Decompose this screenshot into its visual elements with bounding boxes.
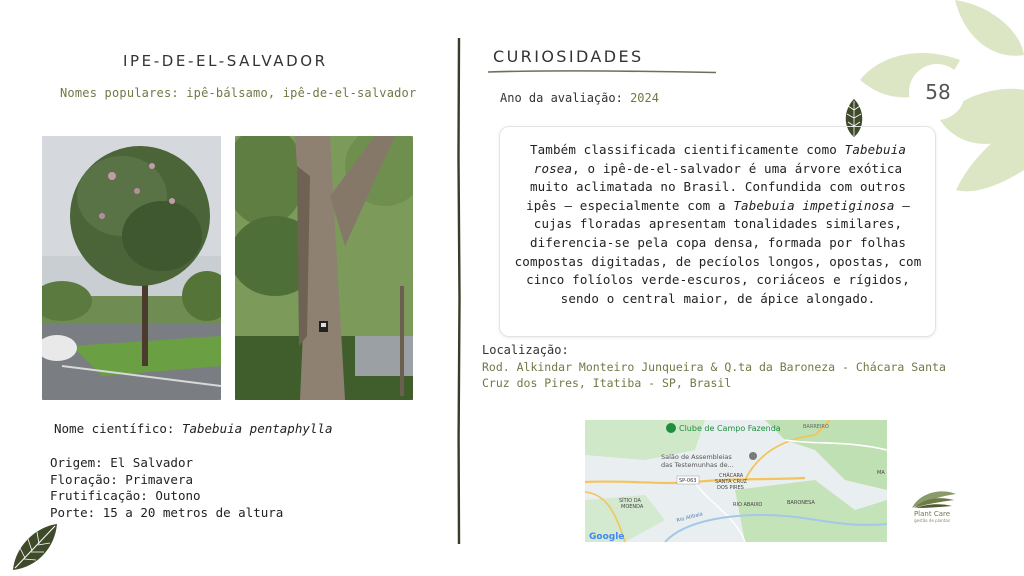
google-logo: Google (589, 532, 625, 542)
column-divider (457, 38, 461, 544)
tree-photo-2 (235, 136, 413, 400)
fact-flowering (50, 472, 283, 489)
map-label: Clube de Campo Fazenda (679, 424, 781, 433)
fact-label: Porte: (50, 504, 96, 520)
title-underline (488, 68, 716, 76)
brand-name: Plant Care (913, 510, 951, 518)
page-number: 58 (925, 80, 951, 104)
tree-photo-1 (42, 136, 221, 400)
facts-list (50, 455, 283, 521)
plant-care-logo (902, 486, 966, 531)
fact-value: Primavera (125, 471, 193, 487)
map-label: SANTA CRUZ (715, 479, 748, 485)
curiosity-italic: Tabebuia rosea (533, 142, 907, 176)
location-label: Localização: (482, 343, 569, 357)
curiosity-part: Também classificada cientificamente como (529, 142, 837, 157)
map-label: SÍTIO DA (619, 498, 641, 504)
curiosity-part: – cujas floradas apresentam tonalidades similares, diferencia-se pela copa densa, formada por folhas compostas digitadas, de pecíolos longos, opostas, com cinco folíolos verde-escuros, coriáceos e rígidos, sendo o central maior, de ápice alongado. (514, 197, 922, 306)
fact-fruiting (50, 488, 283, 505)
curiosity-part: , o ipê-de-el-salvador é uma árvore exótica muito aclimatada no Brasil. Confundida com outros ipês – especialmente com a (526, 160, 907, 213)
scientific-name (54, 421, 332, 436)
map-label: SP-063 (679, 478, 697, 484)
location-map[interactable] (585, 420, 887, 542)
popular-names (60, 86, 416, 100)
map-label: MOENDA (621, 504, 644, 510)
fact-value: 15 a 20 metros de altura (102, 504, 284, 520)
map-label: Salão de Assembleias (661, 453, 732, 461)
section-title: CURIOSIDADES (493, 47, 644, 66)
brand-tagline: gestão de plantas (914, 518, 950, 523)
species-title: IPE-DE-EL-SALVADOR (123, 52, 328, 70)
map-label: Rio Atibaia (675, 511, 704, 524)
map-label: das Testemunhas de... (661, 461, 734, 469)
fact-value: Outono (155, 488, 201, 503)
popular-names-label: Nomes populares: (60, 86, 179, 100)
map-label: MA (877, 470, 885, 476)
fact-value: El Salvador (110, 455, 194, 470)
fact-label: Origem: (50, 455, 103, 470)
map-label: BARONESA (787, 500, 815, 506)
popular-names-value: ipê-bálsamo, ipê-de-el-salvador (186, 86, 417, 100)
map-label: BARREIRO (803, 424, 829, 430)
evaluation-year (500, 91, 659, 105)
curiosity-italic: Tabebuia impetiginosa (733, 197, 895, 213)
fact-origin (50, 455, 283, 472)
map-label: RIO ABAIXO (733, 502, 763, 508)
fact-label: Frutificação: (50, 488, 148, 503)
year-value: 2024 (630, 91, 659, 105)
fact-label: Floração: (50, 471, 118, 487)
scientific-name-label: Nome científico: (54, 421, 175, 436)
map-label: CHÁCARA (719, 473, 744, 479)
map-label: DOS PIRES (717, 485, 744, 491)
fact-size (50, 505, 283, 522)
scientific-name-value: Tabebuia pentaphylla (181, 421, 333, 436)
leaf-icon (10, 522, 60, 572)
location-value: Rod. Alkindar Monteiro Junqueira & Q.ta da Baroneza - Chácara Santa Cruz dos Pires, Itatiba - SP, Brasil (482, 360, 946, 390)
year-label: Ano da avaliação: (500, 91, 623, 105)
